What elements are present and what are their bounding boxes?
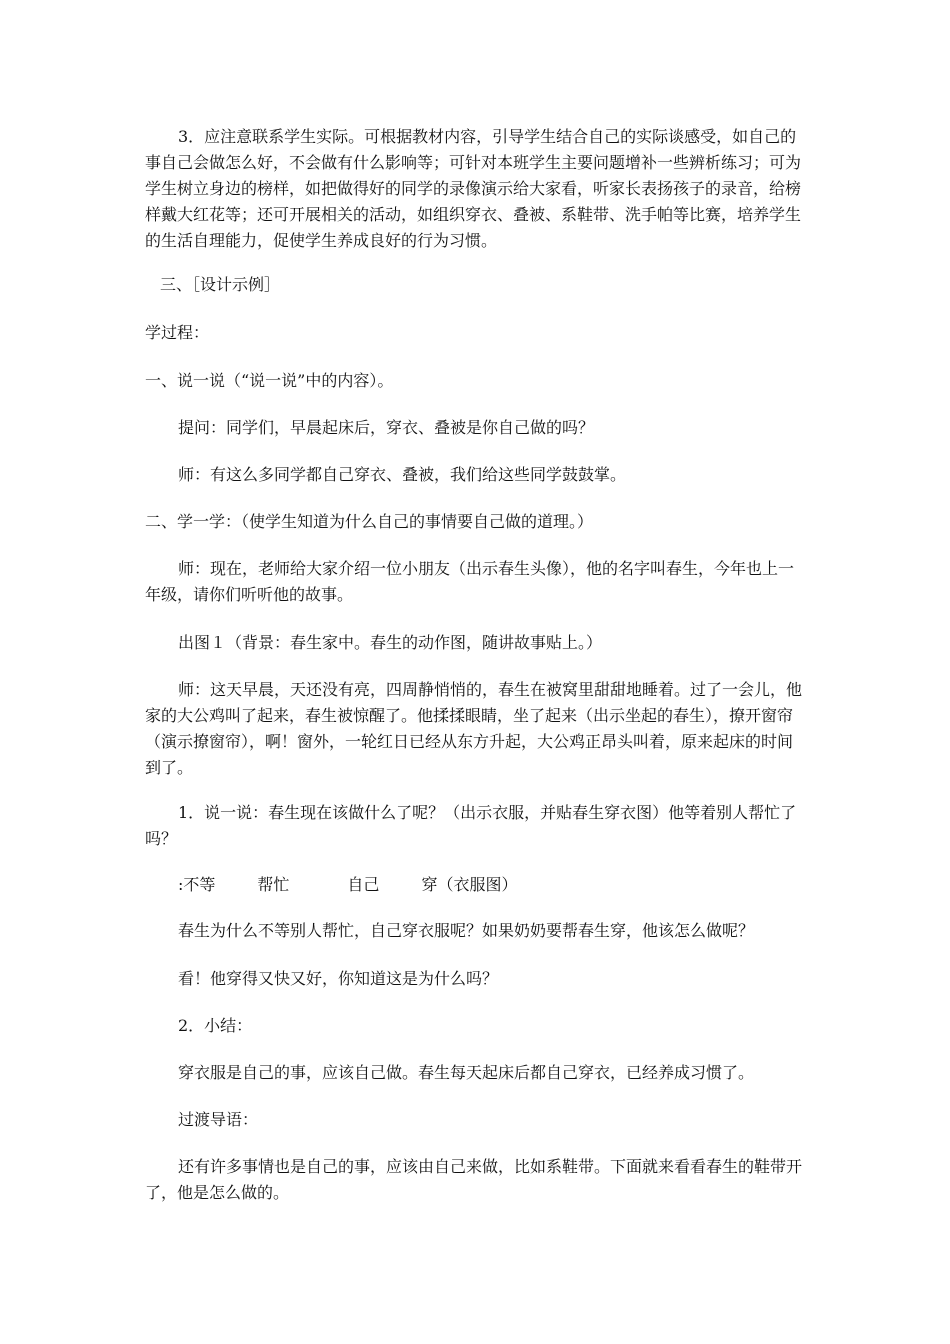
- question-line: 提问：同学们，早晨起床后，穿衣、叠被是你自己做的吗？: [178, 418, 595, 437]
- teacher-line-1: 师：有这么多同学都自己穿衣、叠被，我们给这些同学鼓鼓掌。: [178, 465, 627, 484]
- section-two-heading: 二、学一学：（使学生知道为什么自己的事情要自己做的道理。）: [145, 512, 594, 531]
- teacher-story-paragraph: 师：这天早晨，天还没有亮，四周静悄悄的，春生在被窝里甜甜地睡着。过了一会儿，他家的大公鸡叫了起来，春生被惊醒了。他揉揉眼睛，坐了起来（出示坐起的春生），撩开窗帘（演示撩窗帘），啊！窗外，一轮红日已经从东方升起，大公鸡正昂头叫着，原来起床的时间到了。: [145, 680, 803, 777]
- teacher-line-2: 师：现在，老师给大家介绍一位小朋友（出示春生头像），他的名字叫春生，今年也上一年级，请你们听听他的故事。: [145, 559, 795, 604]
- item-2-summary-label: 2．小结：: [178, 1016, 253, 1035]
- transition-label: 过渡导语：: [178, 1110, 259, 1129]
- section-one-heading: 一、说一说（“说一说”中的内容）。: [145, 371, 394, 390]
- teaching-process-label: 学过程：: [145, 323, 210, 342]
- section-heading-design-example: 三、［设计示例］: [160, 275, 281, 294]
- blackboard-words: [178, 872, 517, 898]
- board-word: :不等: [178, 875, 216, 894]
- board-word: 穿（衣服图）: [421, 875, 518, 894]
- board-word: 帮忙: [257, 875, 290, 894]
- look-line: 看！他穿得又快又好，你知道这是为什么吗？: [178, 969, 499, 988]
- figure-1-note: 出图１（背景：春生家中。春生的动作图，随讲故事贴上。）: [178, 633, 603, 652]
- summary-line: 穿衣服是自己的事，应该自己做。春生每天起床后都自己穿衣，已经养成习惯了。: [178, 1063, 755, 1082]
- question-why-line: 春生为什么不等别人帮忙，自己穿衣服呢？如果奶奶要帮春生穿，他该怎么做呢？: [178, 921, 755, 940]
- item-1-say: 1．说一说：春生现在该做什么了呢？（出示衣服，并贴春生穿衣图）他等着别人帮忙了吗？: [145, 803, 797, 848]
- board-word: 自己: [347, 875, 380, 894]
- transition-paragraph: 还有许多事情也是自己的事，应该由自己来做，比如系鞋带。下面就来看看春生的鞋带开了，他是怎么做的。: [145, 1157, 803, 1202]
- paragraph-point-3: 3．应注意联系学生实际。可根据教材内容，引导学生结合自己的实际谈感受，如自己的事自己会做怎么好，不会做有什么影响等；可针对本班学生主要问题增补一些辨析练习；可为学生树立身边的榜样，如把做得好的同学的录像演示给大家看，听家长表扬孩子的录音，给榜样戴大红花等；还可开展相关的活动，如组织穿衣、叠被、系鞋带、洗手帕等比赛，培养学生的生活自理能力，促使学生养成良好的行为习惯。: [145, 127, 802, 250]
